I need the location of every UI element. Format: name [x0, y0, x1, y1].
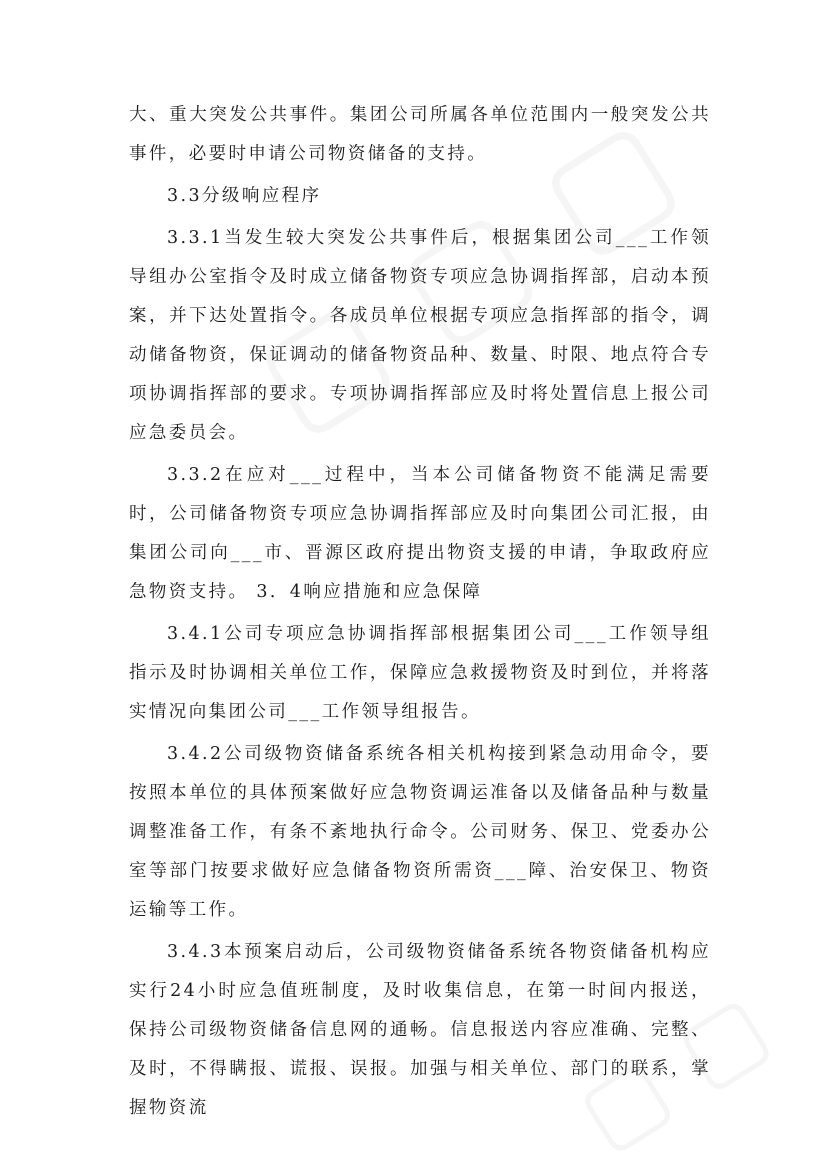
paragraph-continuation: 大、重大突发公共事件。集团公司所属各单位范围内一般突发公共事件，必要时申请公司物资储备的支持。: [129, 105, 711, 164]
section-heading-3-3: 3.3分级响应程序: [167, 186, 322, 206]
paragraph-3-4-2: 3.4.2公司级物资储备系统各相关机构接到紧急动用命令，要按照本单位的具体预案做好应急物资调运准备以及储备品种与数量调整准备工作，有条不紊地执行命令。公司财务、保卫、党委办公室等部门按要求做好应急储备物资所需资___障、治安保卫、物资运输等工作。: [129, 744, 711, 920]
paragraph-3-4-1: 3.4.1公司专项应急协调指挥部根据集团公司___工作领导组指示及时协调相关单位工作，保障应急救援物资及时到位，并将落实情况向集团公司___工作领导组报告。: [129, 624, 711, 722]
paragraph-3-3-1: 3.3.1当发生较大突发公共事件后，根据集团公司___工作领导组办公室指令及时成立储备物资专项应急协调指挥部，启动本预案，并下达处置指令。各成员单位根据专项应急指挥部的指令，调动储备物资，保证调动的储备物资品种、数量、时限、地点符合专项协调指挥部的要求。专项协调指挥部应及时将处置信息上报公司应急委员会。: [129, 228, 711, 443]
document-body: [129, 96, 711, 1131]
paragraph-3-4-3: 3.4.3本预案启动后，公司级物资储备系统各物资储备机构应实行24小时应急值班制度，及时收集信息，在第一时间内报送，保持公司级物资储备信息网的通畅。信息报送内容应准确、完整、及时，不得瞒报、谎报、误报。加强与相关单位、部门的联系，掌握物资流: [129, 942, 711, 1118]
paragraph-3-3-2: 3.3.2在应对___过程中，当本公司储备物资不能满足需要时，公司储备物资专项应急协调指挥部应及时向集团公司汇报，由集团公司向___市、晋源区政府提出物资支援的申请，争取政府应急物资支持。 3．4响应措施和应急保障: [129, 465, 711, 602]
